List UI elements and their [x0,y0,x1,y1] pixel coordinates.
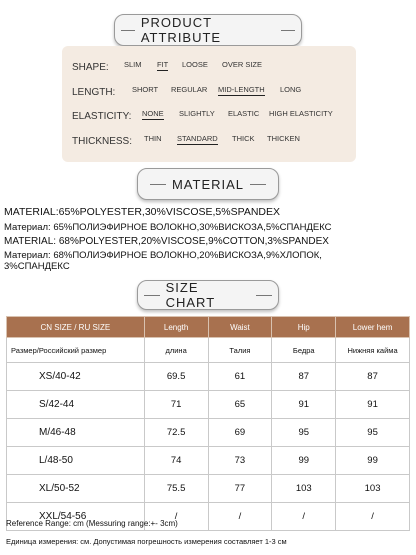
cell-length: / [144,503,208,531]
attribute-option-selected: STANDARD [177,134,218,143]
table-row [7,391,410,419]
cell-hip: 91 [272,391,336,419]
attribute-option: OVER SIZE [222,60,263,69]
size-chart-table [6,316,410,531]
attribute-option: SLIM [124,60,142,69]
measurement-note-ru: Единица измерения: см. Допустимая погрешность измерения составляет 1-3 см [6,537,287,546]
header-lower-hem: Lower hem [336,317,410,338]
cell-hip: / [272,503,336,531]
attribute-label-length: LENGTH: [72,86,116,98]
cell-waist: 73 [208,447,272,475]
cell-lower-hem: 103 [336,475,410,503]
product-attribute-title [114,14,302,46]
cell-length: 72.5 [144,419,208,447]
size-chart-title-text: SIZE CHART [165,280,216,310]
attribute-label-thickness: THICKNESS: [72,135,133,147]
material-line: MATERIAL:65%POLYESTER,30%VISCOSE,5%SPANDEX [4,206,281,218]
table-row [7,363,410,391]
attribute-option: REGULAR [171,85,208,94]
cell-lower-hem: 99 [336,447,410,475]
cell-length: 74 [144,447,208,475]
attribute-option-selected: NONE [142,109,164,118]
title-decoration-left [150,184,166,185]
cell-waist: 61 [208,363,272,391]
attribute-option: THICKEN [267,134,300,143]
cell-lower-hem: 91 [336,391,410,419]
title-decoration-left [121,30,135,31]
attribute-row-shape [62,58,356,76]
cell-size: XXL/54-56 [7,503,145,531]
material-title [137,168,279,200]
attribute-option: THIN [144,134,162,143]
ru-header-size: Размер/Российский размер [7,338,145,363]
cell-size: XS/40-42 [7,363,145,391]
header-size: CN SIZE / RU SIZE [7,317,145,338]
title-decoration-left [144,295,160,296]
attribute-label-elasticity: ELASTICITY: [72,110,132,122]
attribute-row-thickness [62,132,356,150]
attribute-option: LOOSE [182,60,208,69]
table-ru-header-row [7,338,410,363]
attribute-option: THICK [232,134,255,143]
cell-waist: 77 [208,475,272,503]
attribute-option-selected: FIT [157,60,169,69]
attribute-option: SLIGHTLY [179,109,215,118]
header-waist: Waist [208,317,272,338]
cell-hip: 99 [272,447,336,475]
header-hip: Hip [272,317,336,338]
ru-header-waist: Талия [208,338,272,363]
cell-size: XL/50-52 [7,475,145,503]
cell-lower-hem: / [336,503,410,531]
attribute-panel [62,46,356,162]
cell-size: M/46-48 [7,419,145,447]
attribute-option: LONG [280,85,302,94]
ru-header-length: длина [144,338,208,363]
material-line: Материал: 65%ПОЛИЭФИРНОЕ ВОЛОКНО,30%ВИСКОЗА,5%СПАНДЕКС [4,222,332,233]
cell-length: 75.5 [144,475,208,503]
cell-waist: 69 [208,419,272,447]
cell-hip: 95 [272,419,336,447]
table-header-row [7,317,410,338]
material-title-text: MATERIAL [171,176,245,192]
reference-range-note: Reference Range: cm (Messuring range:+- 3cm) [6,519,178,528]
cell-waist: / [208,503,272,531]
ru-header-lower-hem: Нижняя кайма [336,338,410,363]
cell-size: L/48-50 [7,447,145,475]
cell-hip: 87 [272,363,336,391]
cell-size: S/42-44 [7,391,145,419]
header-length: Length [144,317,208,338]
attribute-option: ELASTIC [228,109,260,118]
cell-waist: 65 [208,391,272,419]
material-line: Материал: 68%ПОЛИЭФИРНОЕ ВОЛОКНО,20%ВИСКОЗА,9%ХЛОПОК, [4,250,322,261]
cell-lower-hem: 95 [336,419,410,447]
attribute-label-shape: SHAPE: [72,61,109,73]
cell-length: 71 [144,391,208,419]
table-row [7,447,410,475]
title-decoration-right [281,30,295,31]
attribute-row-length [62,83,356,101]
cell-length: 69.5 [144,363,208,391]
attribute-option: HIGH ELASTICITY [269,109,333,118]
attribute-row-elasticity [62,107,356,125]
title-decoration-right [250,184,266,185]
size-chart-title [137,280,279,310]
material-line: MATERIAL: 68%POLYESTER,20%VISCOSE,9%COTTON,3%SPANDEX [4,236,329,247]
title-decoration-right [256,295,272,296]
material-line: 3%СПАНДЕКС [4,261,70,272]
table-row [7,475,410,503]
product-attribute-title-text: PRODUCT ATTRIBUTE [140,15,222,45]
cell-hip: 103 [272,475,336,503]
table-row [7,419,410,447]
ru-header-hip: Бедра [272,338,336,363]
attribute-option: SHORT [132,85,159,94]
attribute-option-selected: MID-LENGTH [218,85,265,94]
cell-lower-hem: 87 [336,363,410,391]
